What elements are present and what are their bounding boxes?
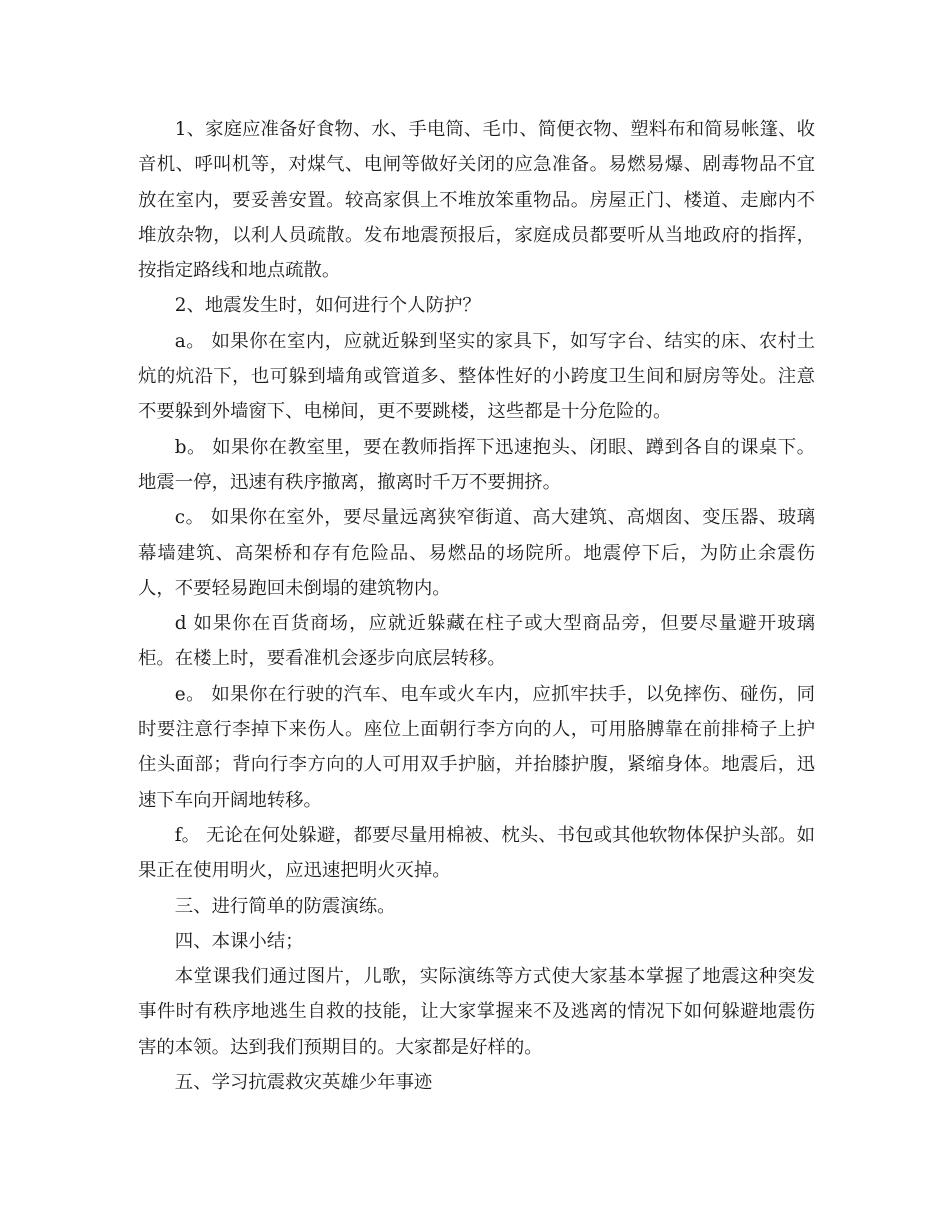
document-body — [138, 112, 815, 1100]
paragraph-protect-head: f。 无论在何处躲避，都要尽量用棉被、枕头、书包或其他软物体保护头部。如果正在使用明火，应迅速把明火灭掉。 — [138, 824, 815, 882]
paragraph-personal-protection-heading: 2、地震发生时，如何进行个人防护？ — [174, 295, 481, 317]
section-heroes-heading: 五、学习抗震救灾英雄少年事迹 — [174, 1072, 433, 1094]
section-drill-heading: 三、进行简单的防震演练。 — [174, 895, 396, 917]
paragraph-outdoor: c。 如果你在室外，要尽量远离狭窄街道、高大建筑、高烟囱、变压器、玻璃幕墙建筑、高架桥和存有危险品、易燃品的场院所。地震停下后，为防止余震伤人，不要轻易跑回未倒塌的建筑物内。 — [138, 507, 815, 599]
paragraph-vehicle: e。 如果你在行驶的汽车、电车或火车内，应抓牢扶手，以免摔伤、碰伤，同时要注意行李掉下来伤人。座位上面朝行李方向的人，可用胳膊靠在前排椅子上护住头面部；背向行李方向的人可用双手护脑，并抬膝护腹，紧缩身体。地震后，迅速下车向开阔地转移。 — [138, 683, 815, 811]
section-summary-heading: 四、本课小结； — [174, 930, 304, 952]
paragraph-family-preparation: 1、家庭应准备好食物、水、手电筒、毛巾、简便衣物、塑料布和简易帐篷、收音机、呼叫机等，对煤气、电闸等做好关闭的应急准备。易燃易爆、剧毒物品不宜放在室内，要妥善安置。较高家俱上不堆放笨重物品。房屋正门、楼道、走廊内不堆放杂物，以利人员疏散。发布地震预报后，家庭成员都要听从当地政府的指挥，按指定路线和地点疏散。 — [138, 119, 815, 282]
paragraph-classroom: b。 如果你在教室里，要在教师指挥下迅速抱头、闭眼、蹲到各自的课桌下。地震一停，迅速有秩序撤离，撤离时千万不要拥挤。 — [138, 436, 815, 493]
paragraph-summary: 本堂课我们通过图片，儿歌，实际演练等方式使大家基本掌握了地震这种突发事件时有秩序地逃生自救的技能，让大家掌握来不及逃离的情况下如何躲避地震伤害的本领。达到我们预期目的。大家都是好样的。 — [138, 966, 815, 1058]
paragraph-department-store: d 如果你在百货商场，应就近躲藏在柱子或大型商品旁，但要尽量避开玻璃柜。在楼上时，要看准机会逐步向底层转移。 — [138, 613, 815, 670]
paragraph-indoor: a。 如果你在室内，应就近躲到坚实的家具下，如写字台、结实的床、农村土炕的炕沿下，也可躲到墙角或管道多、整体性好的小跨度卫生间和厨房等处。注意不要躲到外墙窗下、电梯间，更不要跳楼，这些都是十分危险的。 — [138, 330, 815, 423]
